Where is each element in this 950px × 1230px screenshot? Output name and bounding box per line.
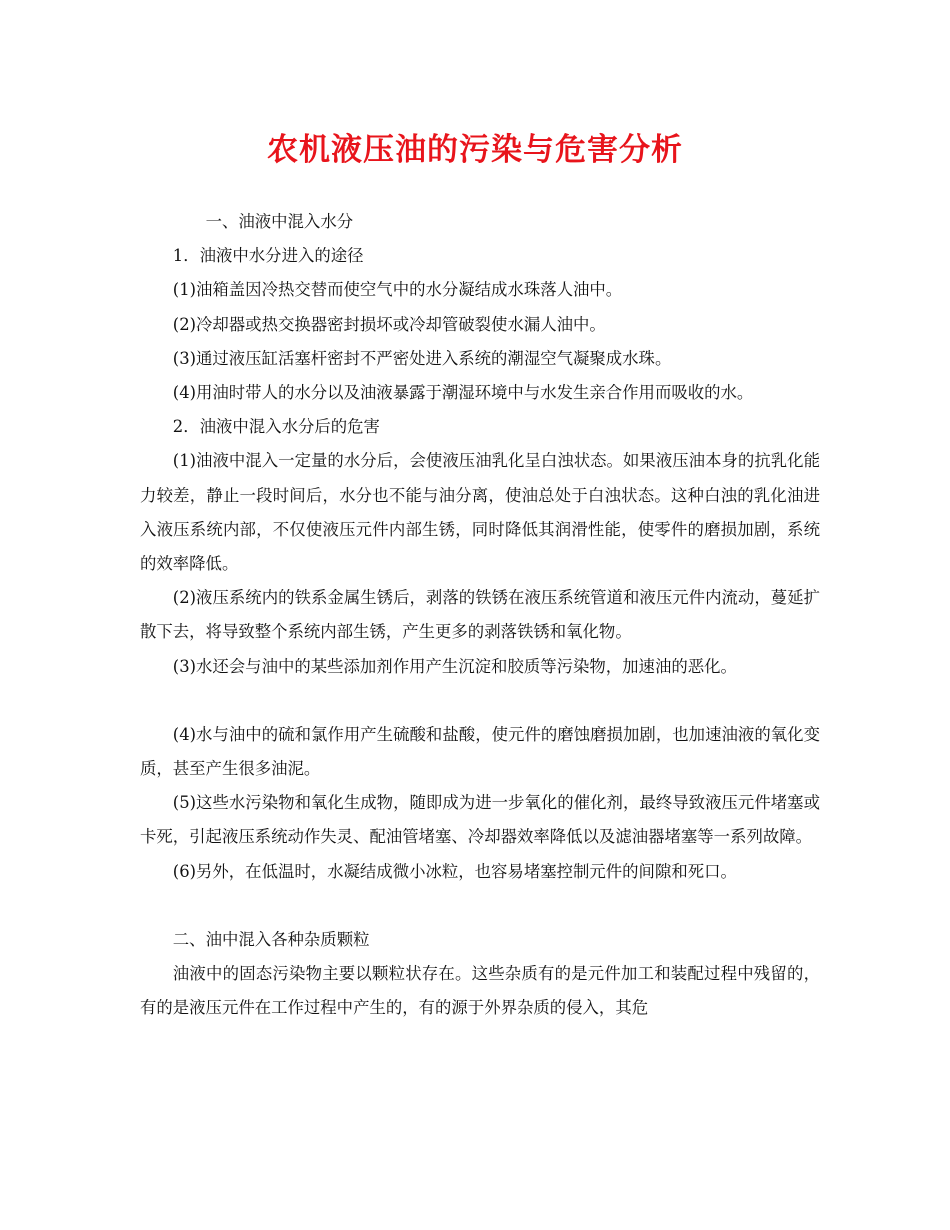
paragraph: (2)液压系统内的铁系金属生锈后，剥落的铁锈在液压系统管道和液压元件内流动，蔓延扩散下去，将导致整个系统内部生锈，产生更多的剥落铁锈和氧化物。 <box>140 588 820 642</box>
subsection-heading-water-hazards: 2．油液中混入水分后的危害 <box>172 417 380 437</box>
paragraph: (3)通过液压缸活塞杆密封不严密处进入系统的潮湿空气凝聚成水珠。 <box>172 348 672 368</box>
paragraph: (3)水还会与油中的某些添加剂作用产生沉淀和胶质等污染物，加速油的恶化。 <box>172 656 737 676</box>
paragraph: 油液中的固态污染物主要以颗粒状存在。这些杂质有的是元件加工和装配过程中残留的，有的是液压元件在工作过程中产生的，有的源于外界杂质的侵入，其危 <box>140 964 820 1018</box>
paragraph: (1)油液中混入一定量的水分后，会使液压油乳化呈白浊状态。如果液压油本身的抗乳化能力较差，静止一段时间后，水分也不能与油分离，使油总处于白浊状态。这种白浊的乳化油进入液压系统内部，不仅使液压元件内部生锈，同时降低其润滑性能，使零件的磨损加剧，系统的效率降低。 <box>140 451 820 574</box>
section-heading-water: 一、油液中混入水分 <box>205 212 354 231</box>
paragraph: (5)这些水污染物和氧化生成物，随即成为进一步氧化的催化剂，最终导致液压元件堵塞或卡死，引起液压系统动作失灵、配油管堵塞、冷却器效率降低以及滤油器堵塞等一系列故障。 <box>140 793 820 847</box>
paragraph: (6)另外，在低温时，水凝结成微小冰粒，也容易堵塞控制元件的间隙和死口。 <box>172 861 737 881</box>
paragraph: (4)水与油中的硫和氯作用产生硫酸和盐酸，使元件的磨蚀磨损加剧，也加速油液的氧化变质，甚至产生很多油泥。 <box>140 724 820 779</box>
paragraph: (2)冷却器或热交换器密封损坏或冷却管破裂使水漏人油中。 <box>172 314 606 334</box>
paragraph: (1)油箱盖因冷热交替而使空气中的水分凝结成水珠落人油中。 <box>172 280 623 300</box>
subsection-heading-water-routes: 1．油液中水分进入的途径 <box>172 246 364 266</box>
document-title: 农机液压油的污染与危害分析 <box>267 132 683 168</box>
document-body <box>140 205 820 1025</box>
paragraph: (4)用油时带人的水分以及油液暴露于潮湿环境中与水发生亲合作用而吸收的水。 <box>172 383 754 403</box>
section-heading-particles: 二、油中混入各种杂质颗粒 <box>172 929 370 949</box>
